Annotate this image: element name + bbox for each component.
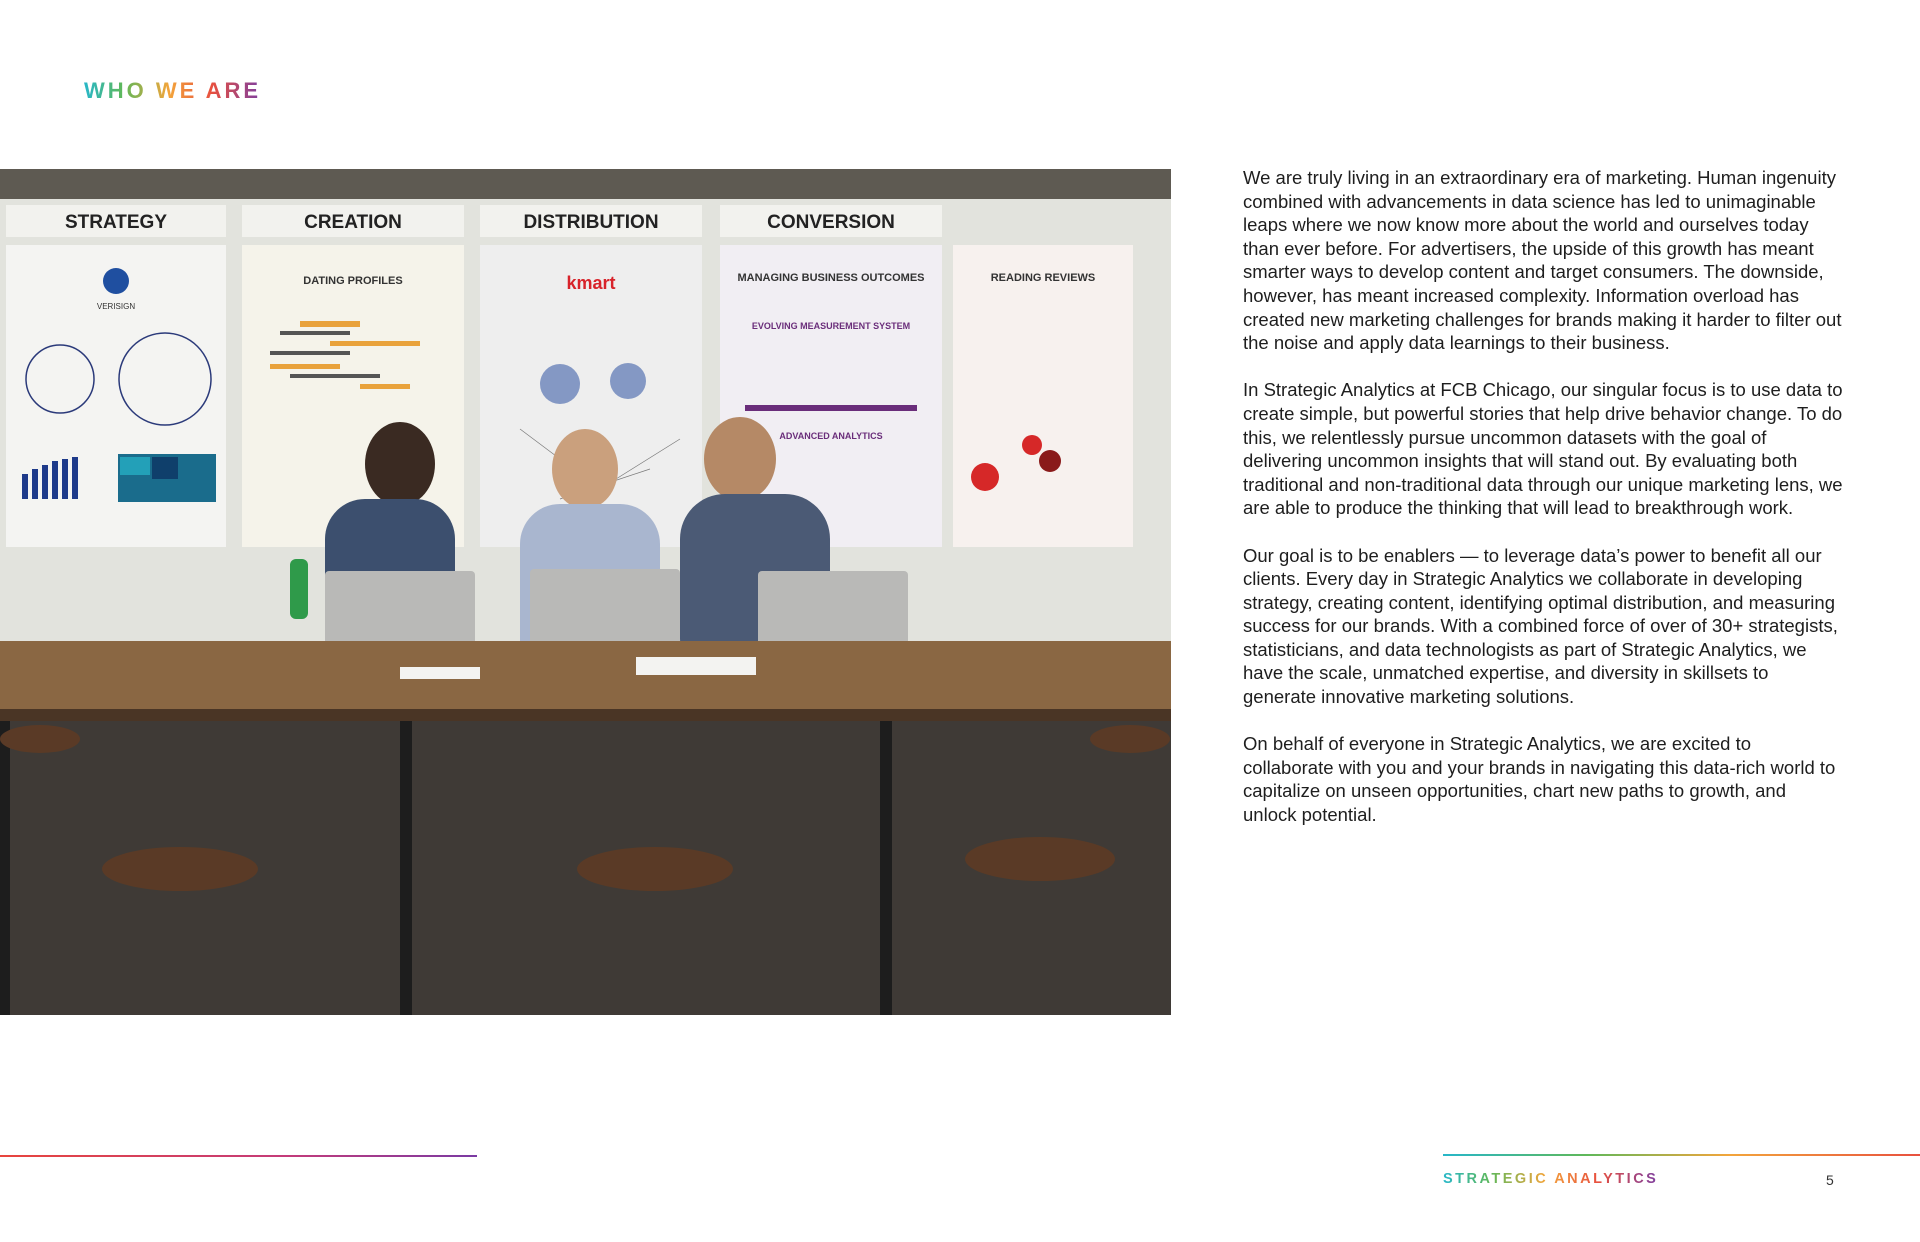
board-sub: VERISIGN <box>96 302 136 311</box>
page-number: 5 <box>1826 1172 1834 1188</box>
section-title: WHO WE ARE <box>84 78 262 103</box>
team-photo-illustration <box>0 169 1171 1015</box>
board-creation <box>242 205 464 547</box>
board-heading: DISTRIBUTION <box>523 212 659 233</box>
board-sub: MANAGING BUSINESS OUTCOMES <box>737 272 925 284</box>
paragraph: We are truly living in an extraordinary era of marketing. Human ingenuity combined with advancements in data science has led to unimaginable leaps where we now know more about the world and ourselves today than ever before. For advertisers, the upside of this growth has meant smarter ways to develop content and target consumers. The downside, however, has meant increased complexity. Information overload has created new marketing challenges for brands making it harder to filter out the noise and apply data learnings to their business. <box>1243 167 1842 354</box>
footer-rule-left <box>0 1155 477 1157</box>
paragraph: On behalf of everyone in Strategic Analytics, we are excited to collaborate with you and your brands in navigating this data-rich world to capitalize on unseen opportunities, chart new paths to growth, and unlock potential. <box>1243 733 1836 826</box>
board-sub: DATING PROFILES <box>303 275 403 287</box>
board-sub: kmart <box>566 273 616 293</box>
footer-title: STRATEGIC ANALYTICS <box>1443 1171 1659 1187</box>
team-photo <box>0 169 1171 1015</box>
board-heading: STRATEGY <box>64 212 168 233</box>
board-line: EVOLVING MEASUREMENT SYSTEM <box>751 321 911 331</box>
footer-rule-right <box>1443 1154 1920 1156</box>
board-reading-reviews <box>953 245 1133 547</box>
paragraph: In Strategic Analytics at FCB Chicago, our singular focus is to use data to create simple, but powerful stories that help drive behavior change. To do this, we relentlessly pursue uncommon datasets with the goal of delivering uncommon insights that will stand out. By evaluating both traditional and non-traditional data through our unique marketing lens, we are able to produce the thinking that will lead to breakthrough work. <box>1243 379 1843 519</box>
board-line: ADVANCED ANALYTICS <box>779 431 883 441</box>
board-heading: CONVERSION <box>767 212 895 233</box>
board-sub: READING REVIEWS <box>990 272 1096 284</box>
body-copy <box>1243 166 1843 850</box>
board-heading: CREATION <box>304 212 402 233</box>
paragraph: Our goal is to be enablers — to leverage data’s power to benefit all our clients. Every day in Strategic Analytics we collaborate in developing strategy, creating content, identifying optimal distribution, and measuring success for our brands. With a combined force of over of 30+ strategists, statisticians, and data technologists as part of Strategic Analytics, we have the scale, unmatched expertise, and diversity in skillsets to generate innovative marketing solutions. <box>1243 544 1838 708</box>
board-strategy <box>6 205 226 547</box>
